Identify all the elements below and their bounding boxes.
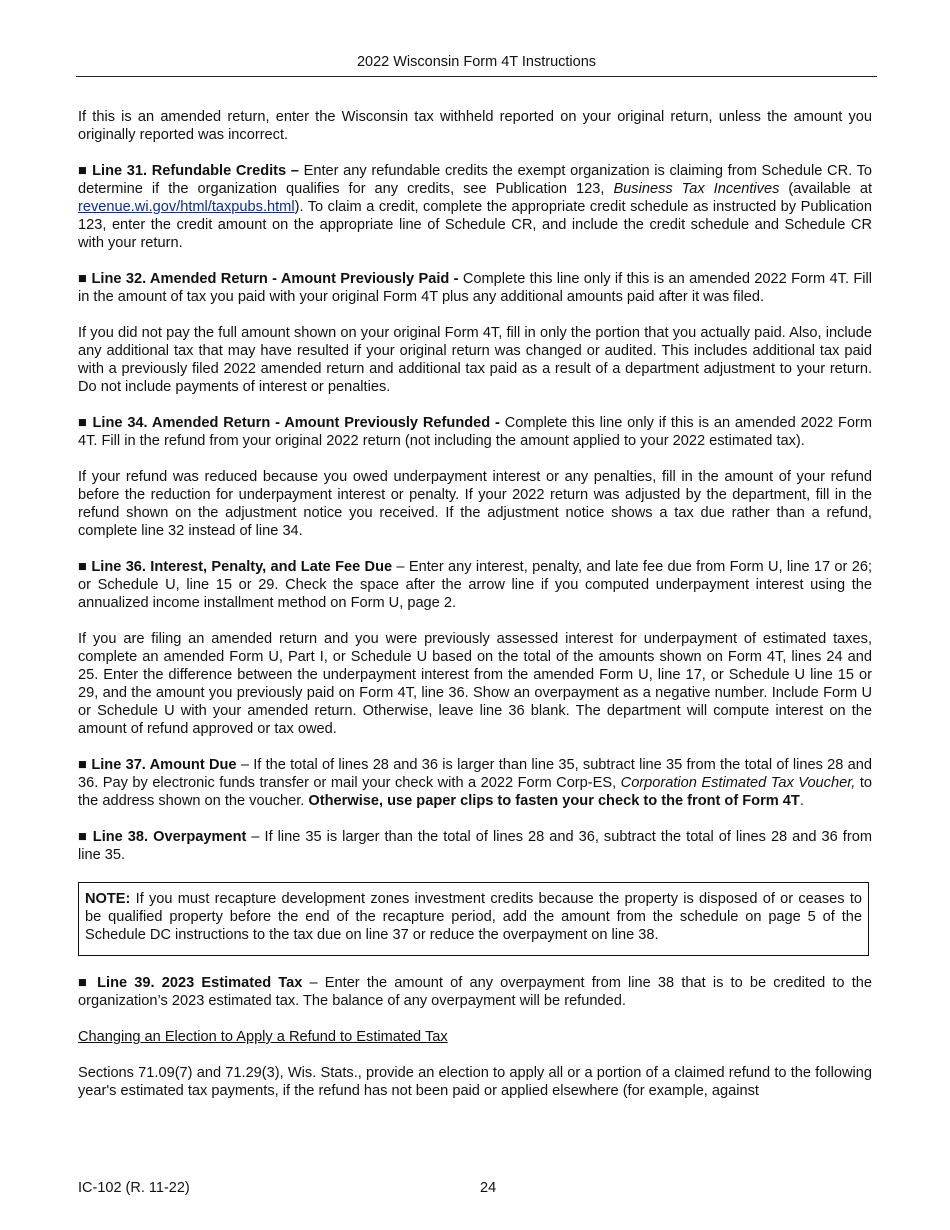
subheading-text: Changing an Election to Apply a Refund to Estimated Tax	[78, 1029, 448, 1045]
line-36-text: – Enter any interest, penalty, and late fee due from Form U, line 17 or 26; or Schedule U, line 15 or 29. Check the space after the arrow line if you computed underpayment interest using the annualized income installment method on Form U, page 2.	[78, 559, 872, 611]
paragraph-line-34	[78, 414, 872, 450]
paragraph-text: If you are filing an amended return and you were previously assessed interest for underpayment of estimated taxes, complete an amended Form U, Part I, or Schedule U based on the total of the amounts shown on Form 4T, lines 24 and 25. Enter the difference between the underpayment interest from the amended Form U, line 17, or Schedule U line 15 or 29, and the amount you previously paid on Form 4T, line 36. Show an overpayment as a negative number. Include Form U or Schedule U with your amended return. Otherwise, leave line 36 blank. The department will compute interest on the amount of refund approved or tax owed.	[78, 631, 872, 737]
header-title: 2022 Wisconsin Form 4T Instructions	[356, 54, 597, 70]
line-31-heading: Line 31. Refundable Credits –	[92, 163, 299, 179]
paragraph-line-36-details	[78, 630, 872, 738]
bullet: ■	[78, 757, 88, 773]
line-32-heading: Line 32. Amended Return - Amount Previously Paid -	[91, 271, 459, 287]
note-text: If you must recapture development zones investment credits because the property is disposed of or ceases to be qualified property before the end of the recapture period, add the amount from the schedule on page 5 of the Schedule DC instructions to the tax due on line 37 or reduce the overpayment on line 38.	[85, 891, 862, 943]
paragraph-text: If this is an amended return, enter the Wisconsin tax withheld reported on your original return, unless the amount you originally reported was incorrect.	[78, 109, 872, 143]
paragraph-line-32-details	[78, 324, 872, 396]
bullet: ■	[78, 975, 90, 991]
paragraph-text: If you did not pay the full amount shown on your original Form 4T, fill in only the portion that you actually paid. Also, include any additional tax that may have resulted if your original return was changed or audited. This includes additional tax paid with a previously filed 2022 amended return and additional tax paid as a result of a department adjustment to your return. Do not include payments of interest or penalties.	[78, 325, 872, 395]
paragraph-line-38	[78, 828, 872, 864]
voucher-title: Corporation Estimated Tax Voucher,	[620, 775, 856, 791]
line-34-text: Complete this line only if this is an amended 2022 Form 4T. Fill in the refund from your original 2022 return (not including the amount applied to your 2022 estimated tax).	[78, 415, 872, 449]
paragraph-line-31	[78, 162, 872, 252]
bullet: ■	[78, 163, 88, 179]
line-37-heading: Line 37. Amount Due	[91, 757, 237, 773]
paragraph-text: Sections 71.09(7) and 71.29(3), Wis. Stats., provide an election to apply all or a portion of a claimed refund to the following year's estimated tax payments, if the refund has not been paid or applied elsewhere (for example, against	[78, 1065, 872, 1099]
paragraph-line-32	[78, 270, 872, 306]
paragraph-amended-withheld	[78, 108, 872, 144]
line-31-text-2: (available at	[779, 181, 873, 197]
paper-clip-instruction: Otherwise, use paper clips to fasten your check to the front of Form 4T	[308, 793, 800, 809]
line-36-heading: Line 36. Interest, Penalty, and Late Fee Due	[91, 559, 393, 575]
line-37-text-3: .	[799, 793, 804, 809]
paragraph-line-37	[78, 756, 872, 810]
line-34-heading: Line 34. Amended Return - Amount Previously Refunded -	[92, 415, 500, 431]
publication-title: Business Tax Incentives	[613, 181, 780, 197]
paragraph-text: If your refund was reduced because you owed underpayment interest or any penalties, fill in the amount of your refund before the reduction for underpayment interest or penalty. If your 2022 return was adjusted by the department, fill in the refund shown on the adjustment notice you received. If the adjustment notice shows a tax due rather than a refund, complete line 32 instead of line 34.	[78, 469, 872, 539]
bullet: ■	[78, 415, 88, 431]
line-31-text-1: Enter any refundable credits the exempt organization is claiming from Schedule CR. To determine if the organization qualifies for any credits, see Publication 123,	[78, 163, 872, 197]
instructions-body	[78, 108, 872, 1100]
note-label: NOTE:	[85, 891, 131, 907]
note-box	[78, 882, 869, 956]
line-39-heading: Line 39. 2023 Estimated Tax	[97, 975, 303, 991]
paragraph-line-34-details	[78, 468, 872, 540]
taxpubs-link[interactable]: revenue.wi.gov/html/taxpubs.html	[78, 199, 295, 215]
paragraph-line-39	[78, 974, 872, 1010]
bullet: ■	[78, 271, 88, 287]
line-37-text-2: to the address shown on the voucher.	[78, 775, 872, 809]
line-37-text-1: – If the total of lines 28 and 36 is larger than line 35, subtract line 35 from the total of lines 28 and 36. Pay by electronic funds transfer or mail your check with a 2022 Form Corp-ES,	[78, 757, 872, 791]
line-39-text: – Enter the amount of any overpayment from line 38 that is to be credited to the organization’s 2023 estimated tax. The balance of any overpayment will be refunded.	[78, 975, 872, 1009]
bullet: ■	[78, 559, 88, 575]
bullet: ■	[78, 829, 88, 845]
line-38-text: – If line 35 is larger than the total of lines 28 and 36, subtract the total of lines 28 and 36 from line 35.	[78, 829, 872, 863]
line-31-text-3: ). To claim a credit, complete the appropriate credit schedule as instructed by Publication 123, enter the credit amount on the appropriate line of Schedule CR, and include the credit schedule and Schedule CR with your return.	[78, 199, 872, 251]
paragraph-line-36	[78, 558, 872, 612]
line-38-heading: Line 38. Overpayment	[92, 829, 247, 845]
form-id: IC-102 (R. 11-22)	[78, 1180, 190, 1196]
page-number: 24	[480, 1180, 497, 1196]
section-subheading	[78, 1028, 872, 1046]
paragraph-election	[78, 1064, 872, 1100]
line-32-text: Complete this line only if this is an amended 2022 Form 4T. Fill in the amount of tax you paid with your original Form 4T plus any additional amounts paid after it was filed.	[78, 271, 872, 305]
page-header	[76, 54, 877, 77]
